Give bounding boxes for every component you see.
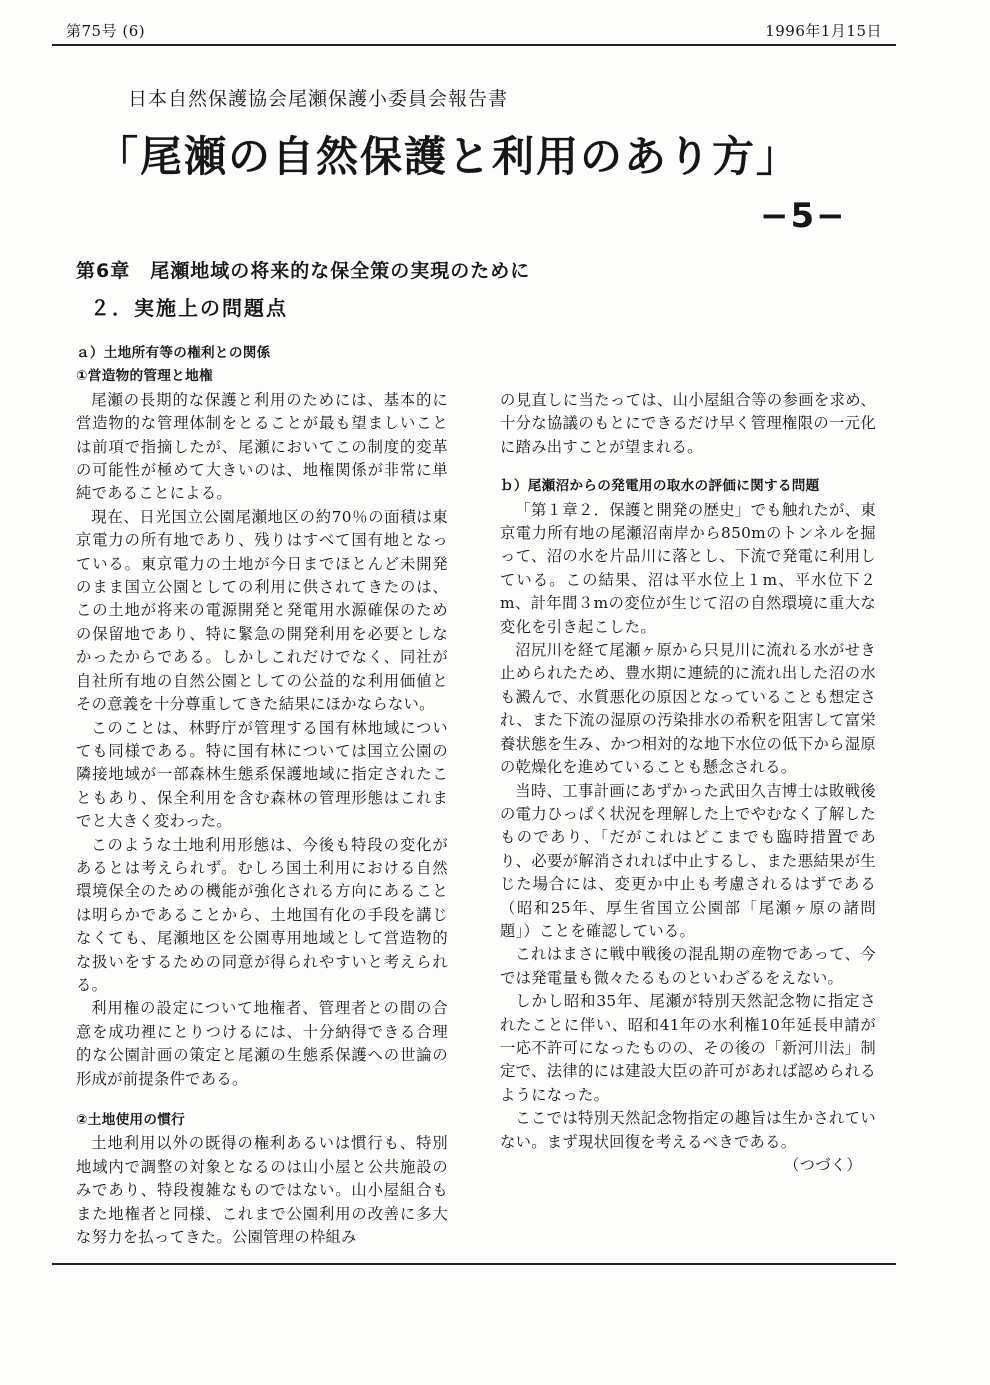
issue-number: 第75号 (6) — [66, 22, 146, 40]
paragraph: しかし昭和35年、尾瀬が特別天然記念物に指定されたことに伴い、昭和41年の水利権10年延長申請が一応不許可になったものの、その後の「新河川法」制定で、法律的には建設大臣の許可があれば認められるようになった。 — [500, 992, 876, 1104]
paragraph: 利用権の設定について地権者、管理者との間の合意を成功裡にとりつけるには、十分納得できる合理的な公園計画の策定と尾瀬の生態系保護への世論の形成が前提条件である。 — [76, 999, 448, 1088]
header-rule — [52, 44, 896, 46]
section-heading: ２．実施上の問題点 — [90, 296, 288, 320]
subheading-2: ②土地使用の慣行 — [76, 1112, 186, 1128]
subheading-1: ①営造物的管理と地権 — [76, 368, 213, 385]
paragraph: 当時、工事計画にあずかった武田久吉博士は敗戦後の電力ひっぱく状況を理解した上でやむなく了解したものであり、「だがこれはどこまでも臨時措置であり、必要が解消されれば中止するし、また悪結果が生じた場合には、変更か中止も考慮されるはずである（昭和25年、厚生省国立公園部「尾瀬ヶ原の諸問題」）ことを確認している。 — [500, 781, 876, 940]
paragraph: これはまさに戦中戦後の混乱期の産物であって、今では発電量も微々たるものといわざるをえない。 — [500, 945, 876, 987]
paragraph: ここでは特別天然記念物指定の趣旨は生かされていない。まず現状回復を考えるべきである。 — [500, 1109, 876, 1151]
issue-date: 1996年1月15日 — [765, 22, 882, 40]
paragraph: このことは、林野庁が管理する国有林地域についても同様である。特に国有林については国立公園の隣接地域が一部森林生態系保護地域に指定されたこともあり、保全利用を含む森林の管理形態はこれまでと大きく変わった。 — [76, 718, 448, 831]
article-title: 「尾瀬の自然保護と利用のあり方」 — [96, 132, 801, 181]
chapter-heading: 第6章 尾瀬地域の将来的な保全策の実現のために — [76, 260, 531, 282]
paragraph: 土地利用以外の既得の権利あるいは慣行も、特別地域内で調整の対象となるのは山小屋と公共施設のみであり、特段複雑なものではない。山小屋組合もまた地権者と同様、これまで公園利用の改善に多大な努力を払ってきた。公園管理の枠組み — [76, 1134, 448, 1247]
paragraph: 尾瀬の長期的な保護と利用のためには、基本的に営造物的な管理体制をとることが最も望ましいことは前項で指摘したが、尾瀬においてこの制度的変革の可能性が極めて大きいのは、地権関係が非常に単純であることによる。 — [76, 390, 448, 503]
paragraph: の見直しに当たっては、山小屋組合等の参画を求め、十分な協議のもとにできるだけ早く管理権限の一元化に踏み出すことが望まれる。 — [500, 391, 876, 456]
paragraph: 「第１章２．保護と開発の歴史」でも触れたが、東京電力所有地の尾瀬沼南岸から850mのトンネルを掘って、沼の水を片品川に落とし、下流で発電に利用している。この結果、沼は平水位上１m、平水位下２m、計年間３mの変位が生じて沼の自然環境に重大な変化を引き起こした。 — [500, 500, 876, 636]
subheading-a: ａ）土地所有等の権利との関係 — [76, 345, 271, 361]
paragraph: 沼尻川を経て尾瀬ヶ原から只見川に流れる水がせき止められたため、豊水期に連続的に流れ出した沼の水も澱んで、水質悪化の原因となっていることも想定され、また下流の湿原の汚染排水の希釈を阻害して富栄養状態を生み、かつ相対的な地下水位の低下から湿原の乾燥化を進めていることも懸念される。 — [500, 641, 876, 777]
footer-rule — [52, 1263, 896, 1265]
subheading-b: ｂ）尾瀬沼からの発電用の取水の評価に関する問題 — [500, 478, 820, 495]
paragraph: このような土地利用形態は、今後も特段の変化があるとは考えられず。むしろ国土利用における自然環境保全のための機能が強化される方向にあることは明らかであることから、土地国有化の手段を講じなくても、尾瀬地区を公園専用地域として営造物的な扱いをするための同意が得られやすいと考えられる。 — [76, 835, 448, 994]
installment-number: −5− — [760, 196, 847, 236]
report-source-line: 日本自然保護協会尾瀬保護小委員会報告書 — [128, 88, 509, 110]
right-column — [500, 389, 876, 1177]
continued-note: （つづく） — [784, 1156, 862, 1174]
paragraph: 現在、日光国立公園尾瀬地区の約70％の面積は東京電力の所有地であり、残りはすべて国有地となっている。東京電力の土地が今日までほとんど未開発のまま国立公園としての利用に供されてきたのは、この土地が将来の電源開発と発電用水源確保のための保留地であり、特に緊急の開発利用を必要としなかったからである。しかしこれだけでなく、同社が自社所有地の自然公園としての公益的な利用価値とその意義を十分尊重してきた結果にほかならない。 — [76, 507, 448, 714]
left-column — [76, 342, 448, 1249]
